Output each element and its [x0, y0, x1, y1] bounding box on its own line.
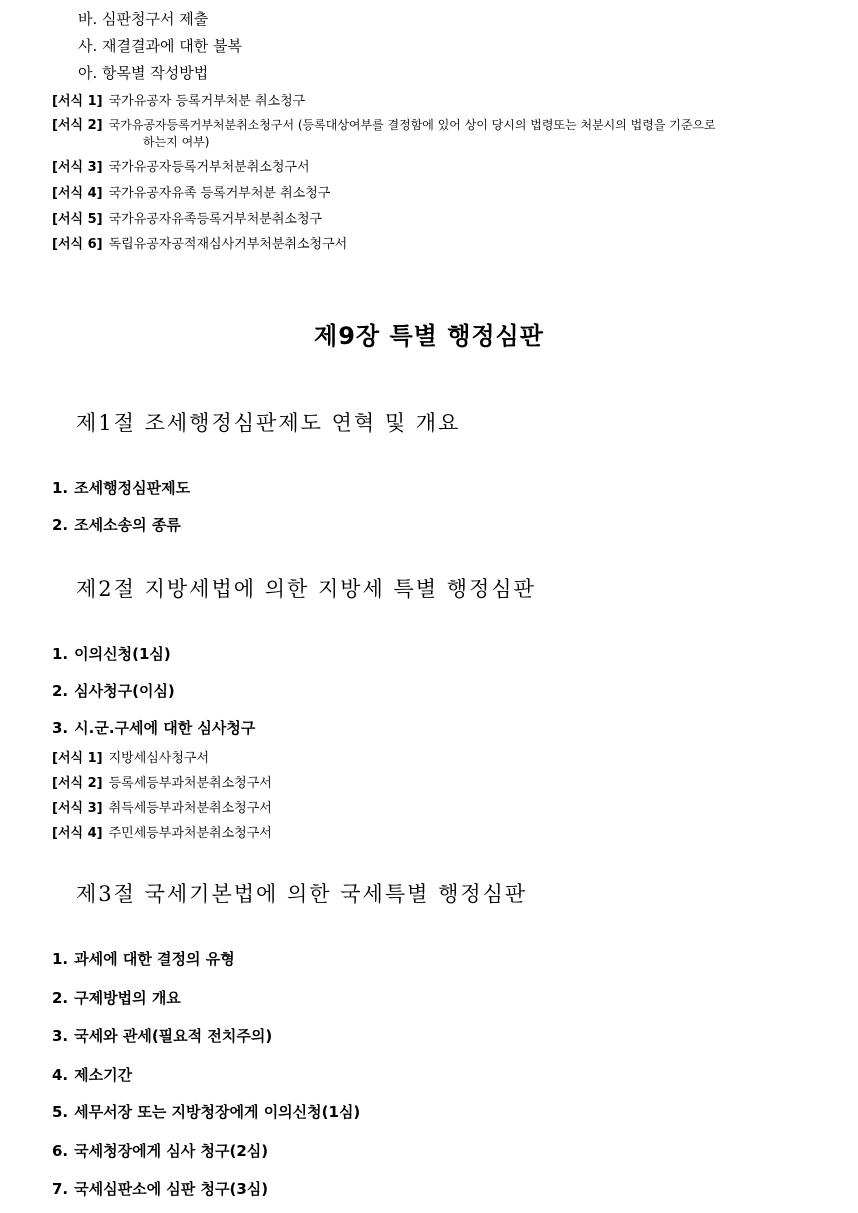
- section-item: [52, 1025, 272, 1046]
- form-entry: [52, 822, 272, 841]
- form-entry: [52, 156, 310, 175]
- chapter-title: 제9장 특별 행정심판: [314, 322, 544, 350]
- form-tag: [서식 1]: [52, 94, 103, 109]
- item-text: 과세에 대한 결정의 유형: [74, 950, 235, 968]
- section-title: 제2절 지방세법에 의한 지방세 특별 행정심판: [76, 577, 536, 601]
- form-text: 국가유공자 등록거부처분 취소청구: [108, 94, 306, 109]
- section-item: [52, 1140, 268, 1161]
- item-text: 제소기간: [74, 1066, 133, 1084]
- form-tag: [서식 2]: [52, 118, 103, 133]
- section-item: [52, 1064, 132, 1085]
- form-text: 국가유공자등록거부처분취소청구서: [108, 160, 310, 175]
- item-text: 국세청장에게 심사 청구(2심): [74, 1142, 269, 1160]
- item-number: 2.: [52, 989, 69, 1007]
- item-number: 1.: [52, 950, 69, 968]
- form-entry: [52, 117, 822, 150]
- item-number: 4.: [52, 1066, 69, 1084]
- form-text: 지방세심사청구서: [108, 751, 210, 766]
- form-tag: [서식 2]: [52, 776, 103, 791]
- form-tag: [서식 4]: [52, 186, 103, 201]
- item-text: 세무서장 또는 지방청장에게 이의신청(1심): [74, 1103, 361, 1121]
- form-text: 국가유공자등록거부처분취소청구서 (등록대상여부를 결정함에 있어 상이 당시의 법령또는 처분시의 법령을 기준으로: [108, 118, 716, 132]
- form-tag: [서식 6]: [52, 237, 103, 252]
- item-number: 5.: [52, 1103, 69, 1121]
- sub-item: 사. 재결결과에 대한 불복: [78, 37, 242, 55]
- item-text: 국세심판소에 심판 청구(3심): [74, 1180, 269, 1198]
- form-entry: [52, 747, 209, 766]
- form-text: 등록세등부과처분취소청구서: [108, 776, 272, 791]
- form-text: 취득세등부과처분취소청구서: [108, 801, 272, 816]
- item-number: 1.: [52, 645, 69, 663]
- section-title: 제1절 조세행정심판제도 연혁 및 개요: [76, 411, 461, 435]
- item-text: 구제방법의 개요: [74, 989, 181, 1007]
- form-entry: [52, 772, 272, 791]
- form-text-continuation: 하는지 여부): [143, 135, 210, 149]
- item-number: 7.: [52, 1180, 69, 1198]
- item-text: 국세와 관세(필요적 전치주의): [74, 1027, 273, 1045]
- item-number: 3.: [52, 719, 69, 737]
- item-number: 3.: [52, 1027, 69, 1045]
- section-item: [52, 680, 175, 701]
- section-item: [52, 948, 235, 969]
- sub-item: 바. 심판청구서 제출: [78, 10, 209, 28]
- form-entry: [52, 797, 272, 816]
- section-item: [52, 643, 171, 664]
- form-entry: [52, 233, 347, 252]
- item-text: 심사청구(이심): [74, 682, 175, 700]
- form-tag: [서식 3]: [52, 160, 103, 175]
- section-item: [52, 1101, 360, 1122]
- item-number: 1.: [52, 479, 69, 497]
- item-number: 2.: [52, 682, 69, 700]
- item-text: 조세소송의 종류: [74, 516, 181, 534]
- item-number: 6.: [52, 1142, 69, 1160]
- form-text: 국가유공자유족등록거부처분취소청구: [108, 212, 323, 227]
- section-item: [52, 717, 255, 738]
- item-text: 시.군.구세에 대한 심사청구: [74, 719, 256, 737]
- form-tag: [서식 5]: [52, 212, 103, 227]
- section-item: [52, 1178, 268, 1199]
- form-entry: [52, 208, 322, 227]
- form-tag: [서식 4]: [52, 826, 103, 841]
- item-number: 2.: [52, 516, 69, 534]
- form-text: 주민세등부과처분취소청구서: [108, 826, 272, 841]
- form-entry: [52, 182, 330, 201]
- form-entry: [52, 90, 305, 109]
- item-text: 이의신청(1심): [74, 645, 171, 663]
- section-item: [52, 514, 181, 535]
- section-item: [52, 477, 190, 498]
- section-item: [52, 987, 181, 1008]
- section-title: 제3절 국세기본법에 의한 국세특별 행정심판: [76, 882, 528, 906]
- form-text: 국가유공자유족 등록거부처분 취소청구: [108, 186, 331, 201]
- form-tag: [서식 1]: [52, 751, 103, 766]
- sub-item: 아. 항목별 작성방법: [78, 64, 209, 82]
- form-text: 독립유공자공적재심사거부처분취소청구서: [108, 237, 348, 252]
- item-text: 조세행정심판제도: [74, 479, 191, 497]
- form-tag: [서식 3]: [52, 801, 103, 816]
